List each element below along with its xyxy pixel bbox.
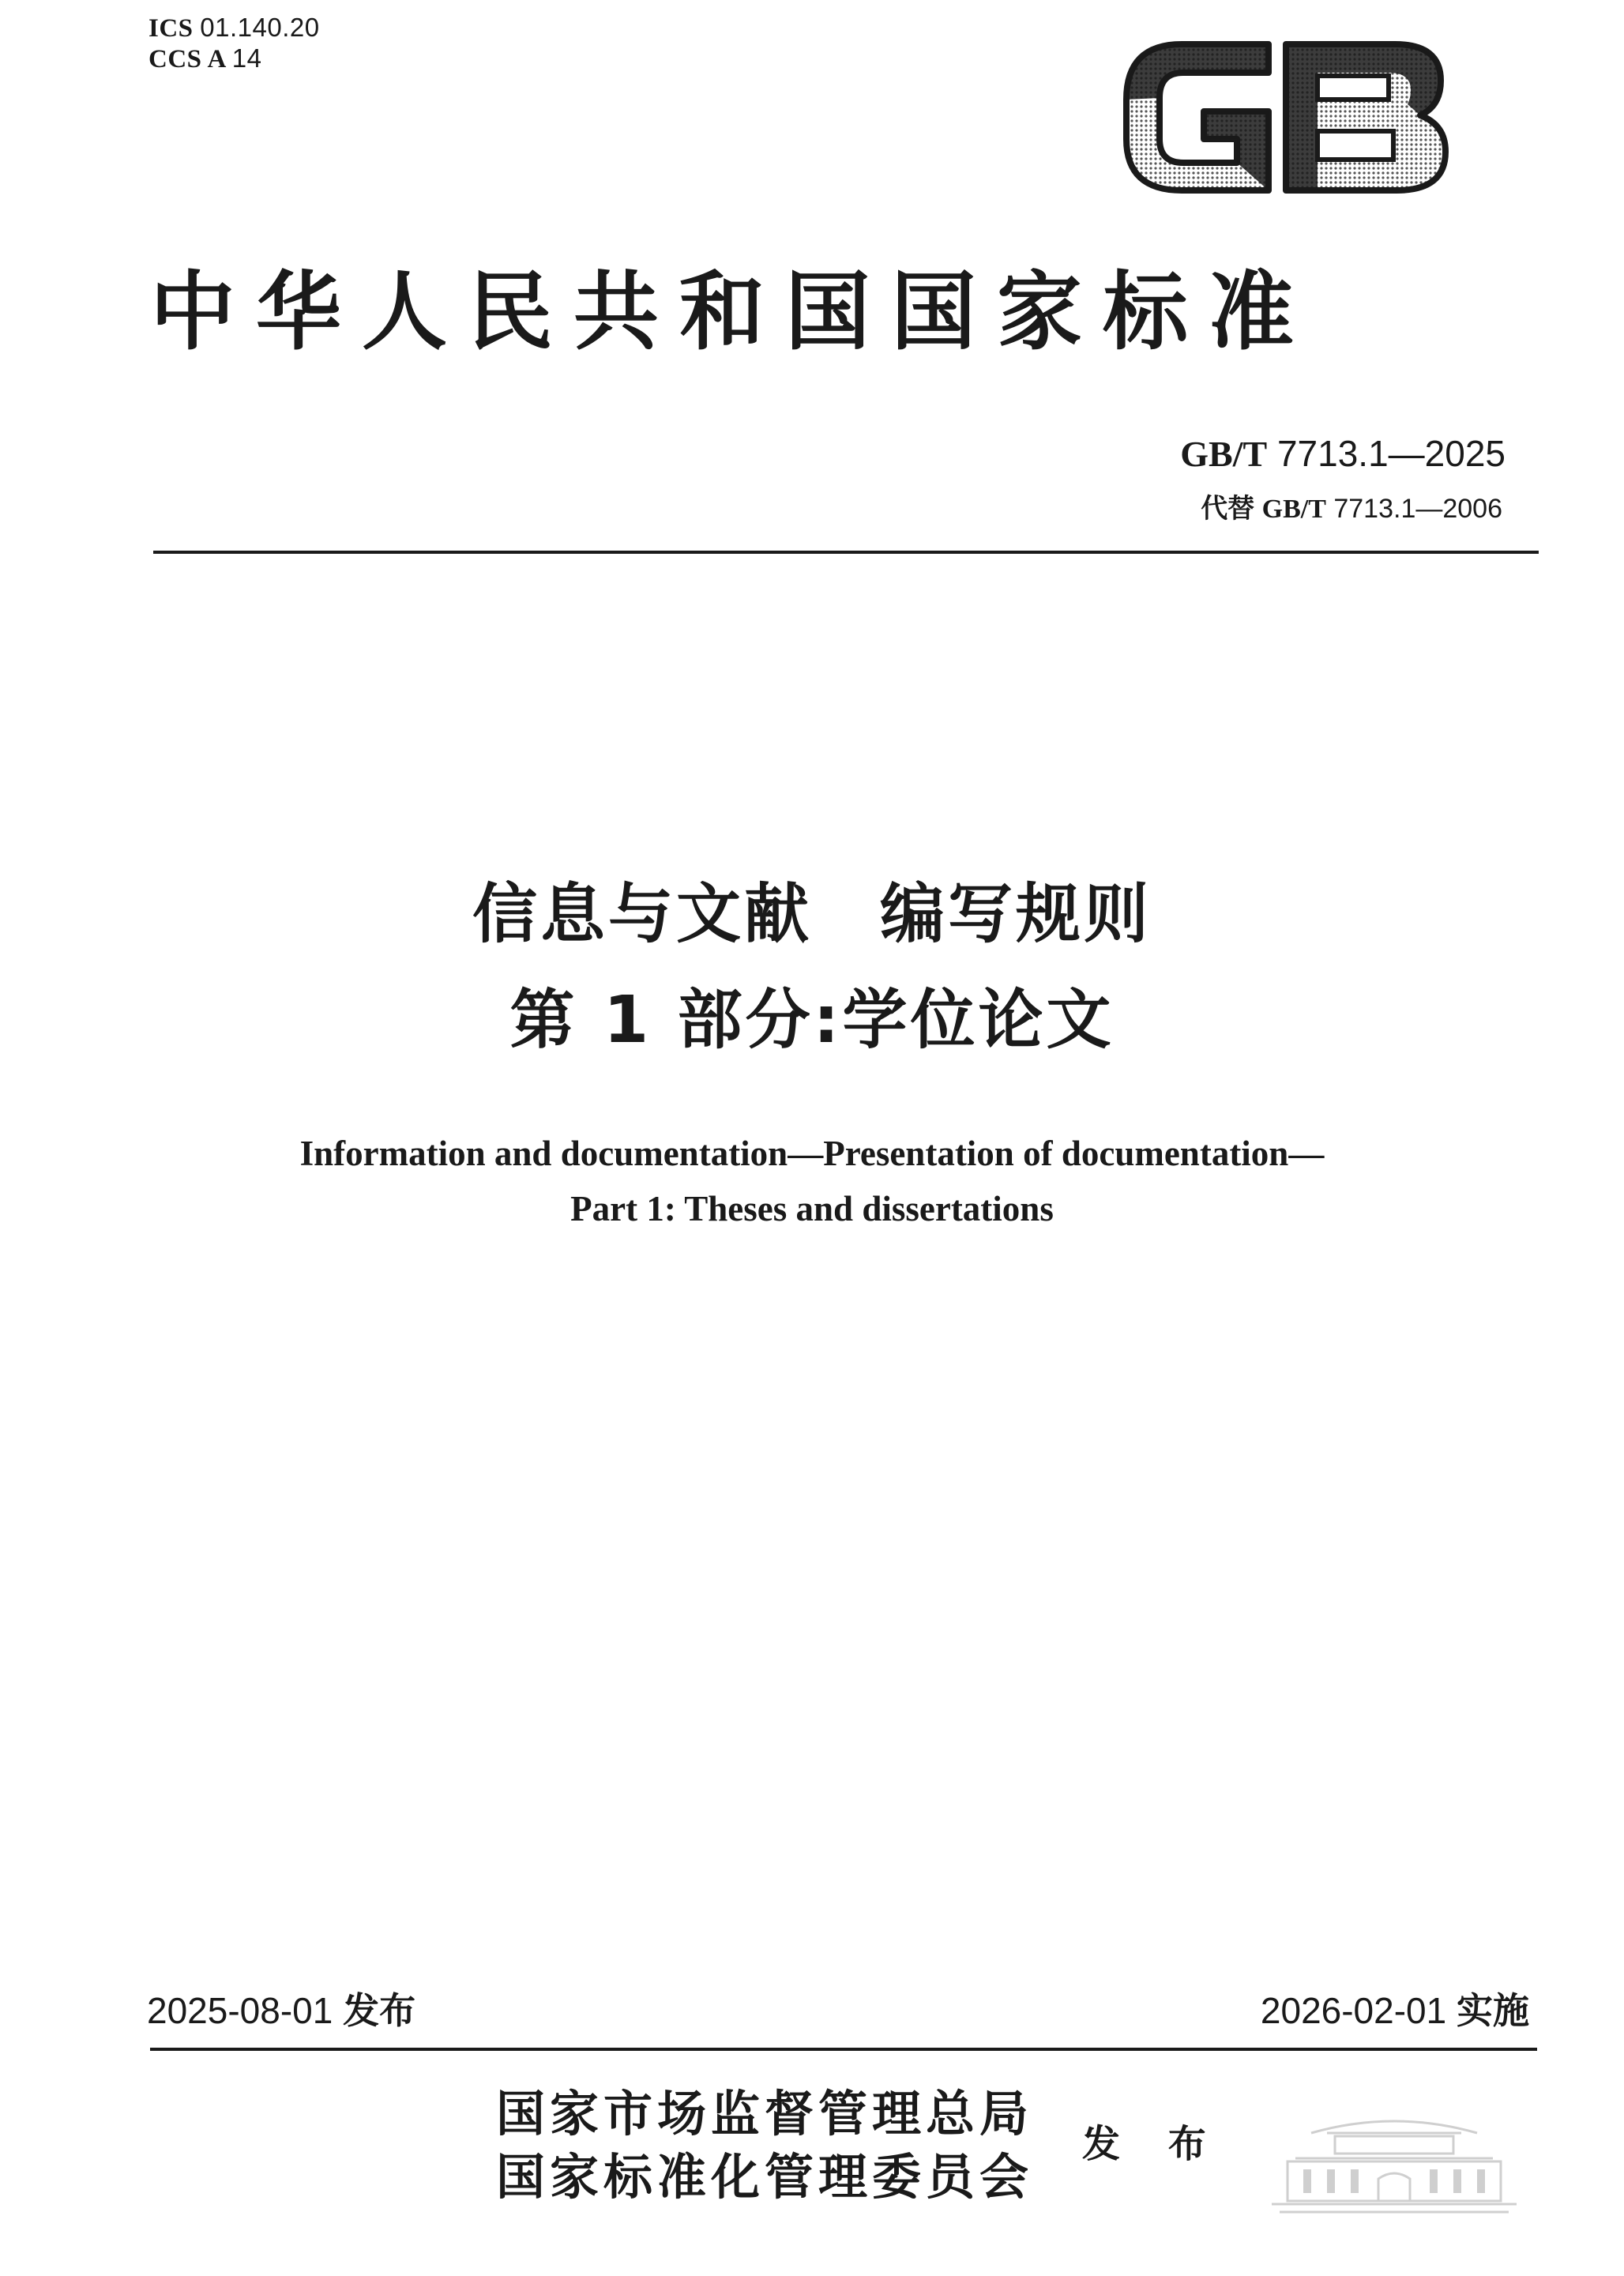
authority-2: 国家标准化管理委员会 (496, 2148, 1034, 2206)
issue-verb: 发 布 (1082, 2122, 1224, 2166)
implementation-date (1261, 1988, 1529, 2033)
issue-date (147, 1988, 415, 2033)
gb-logo-icon (1111, 28, 1458, 204)
standard-code: 7713.1—2025 (1276, 433, 1506, 474)
replaces-code: 7713.1—2006 (1333, 494, 1502, 524)
building-watermark-icon (1264, 2101, 1524, 2220)
ccs-class: A (207, 45, 225, 73)
issue-date-label: 发布 (343, 1989, 416, 2032)
standard-prefix: GB/T (1180, 434, 1268, 474)
replaces-label: 代替 (1201, 493, 1255, 525)
ics-code (148, 13, 320, 43)
header-divider (153, 551, 1539, 554)
ics-label: ICS (148, 14, 194, 43)
ccs-label: CCS (148, 45, 202, 73)
replaces-prefix: GB/T (1261, 495, 1326, 524)
title-english-line-1: Information and documentation—Presentation of documentation— (299, 1134, 1325, 1173)
classification-codes (148, 13, 320, 74)
issuing-authorities (496, 2082, 1033, 2209)
implementation-date-value: 2026-02-01 (1260, 1990, 1447, 2031)
authority-1: 国家市场监督管理总局 (496, 2085, 1034, 2142)
title-english-line-2: Part 1: Theses and dissertations (570, 1189, 1054, 1228)
standard-number (1180, 431, 1506, 476)
replaces-standard (1201, 491, 1502, 527)
ccs-value: 14 (231, 43, 262, 73)
national-standard-heading: 中华人民共和国国家标准 (150, 262, 1315, 362)
implementation-date-label: 实施 (1457, 1989, 1529, 2032)
ics-value: 01.140.20 (200, 13, 320, 42)
ccs-code (148, 43, 320, 74)
title-chinese-line-1: 信息与文献 编写规则 (472, 877, 1152, 952)
title-chinese-line-2: 第 1 部分:学位论文 (509, 983, 1115, 1058)
footer-divider (150, 2048, 1537, 2051)
issue-date-value: 2025-08-01 (147, 1990, 333, 2031)
